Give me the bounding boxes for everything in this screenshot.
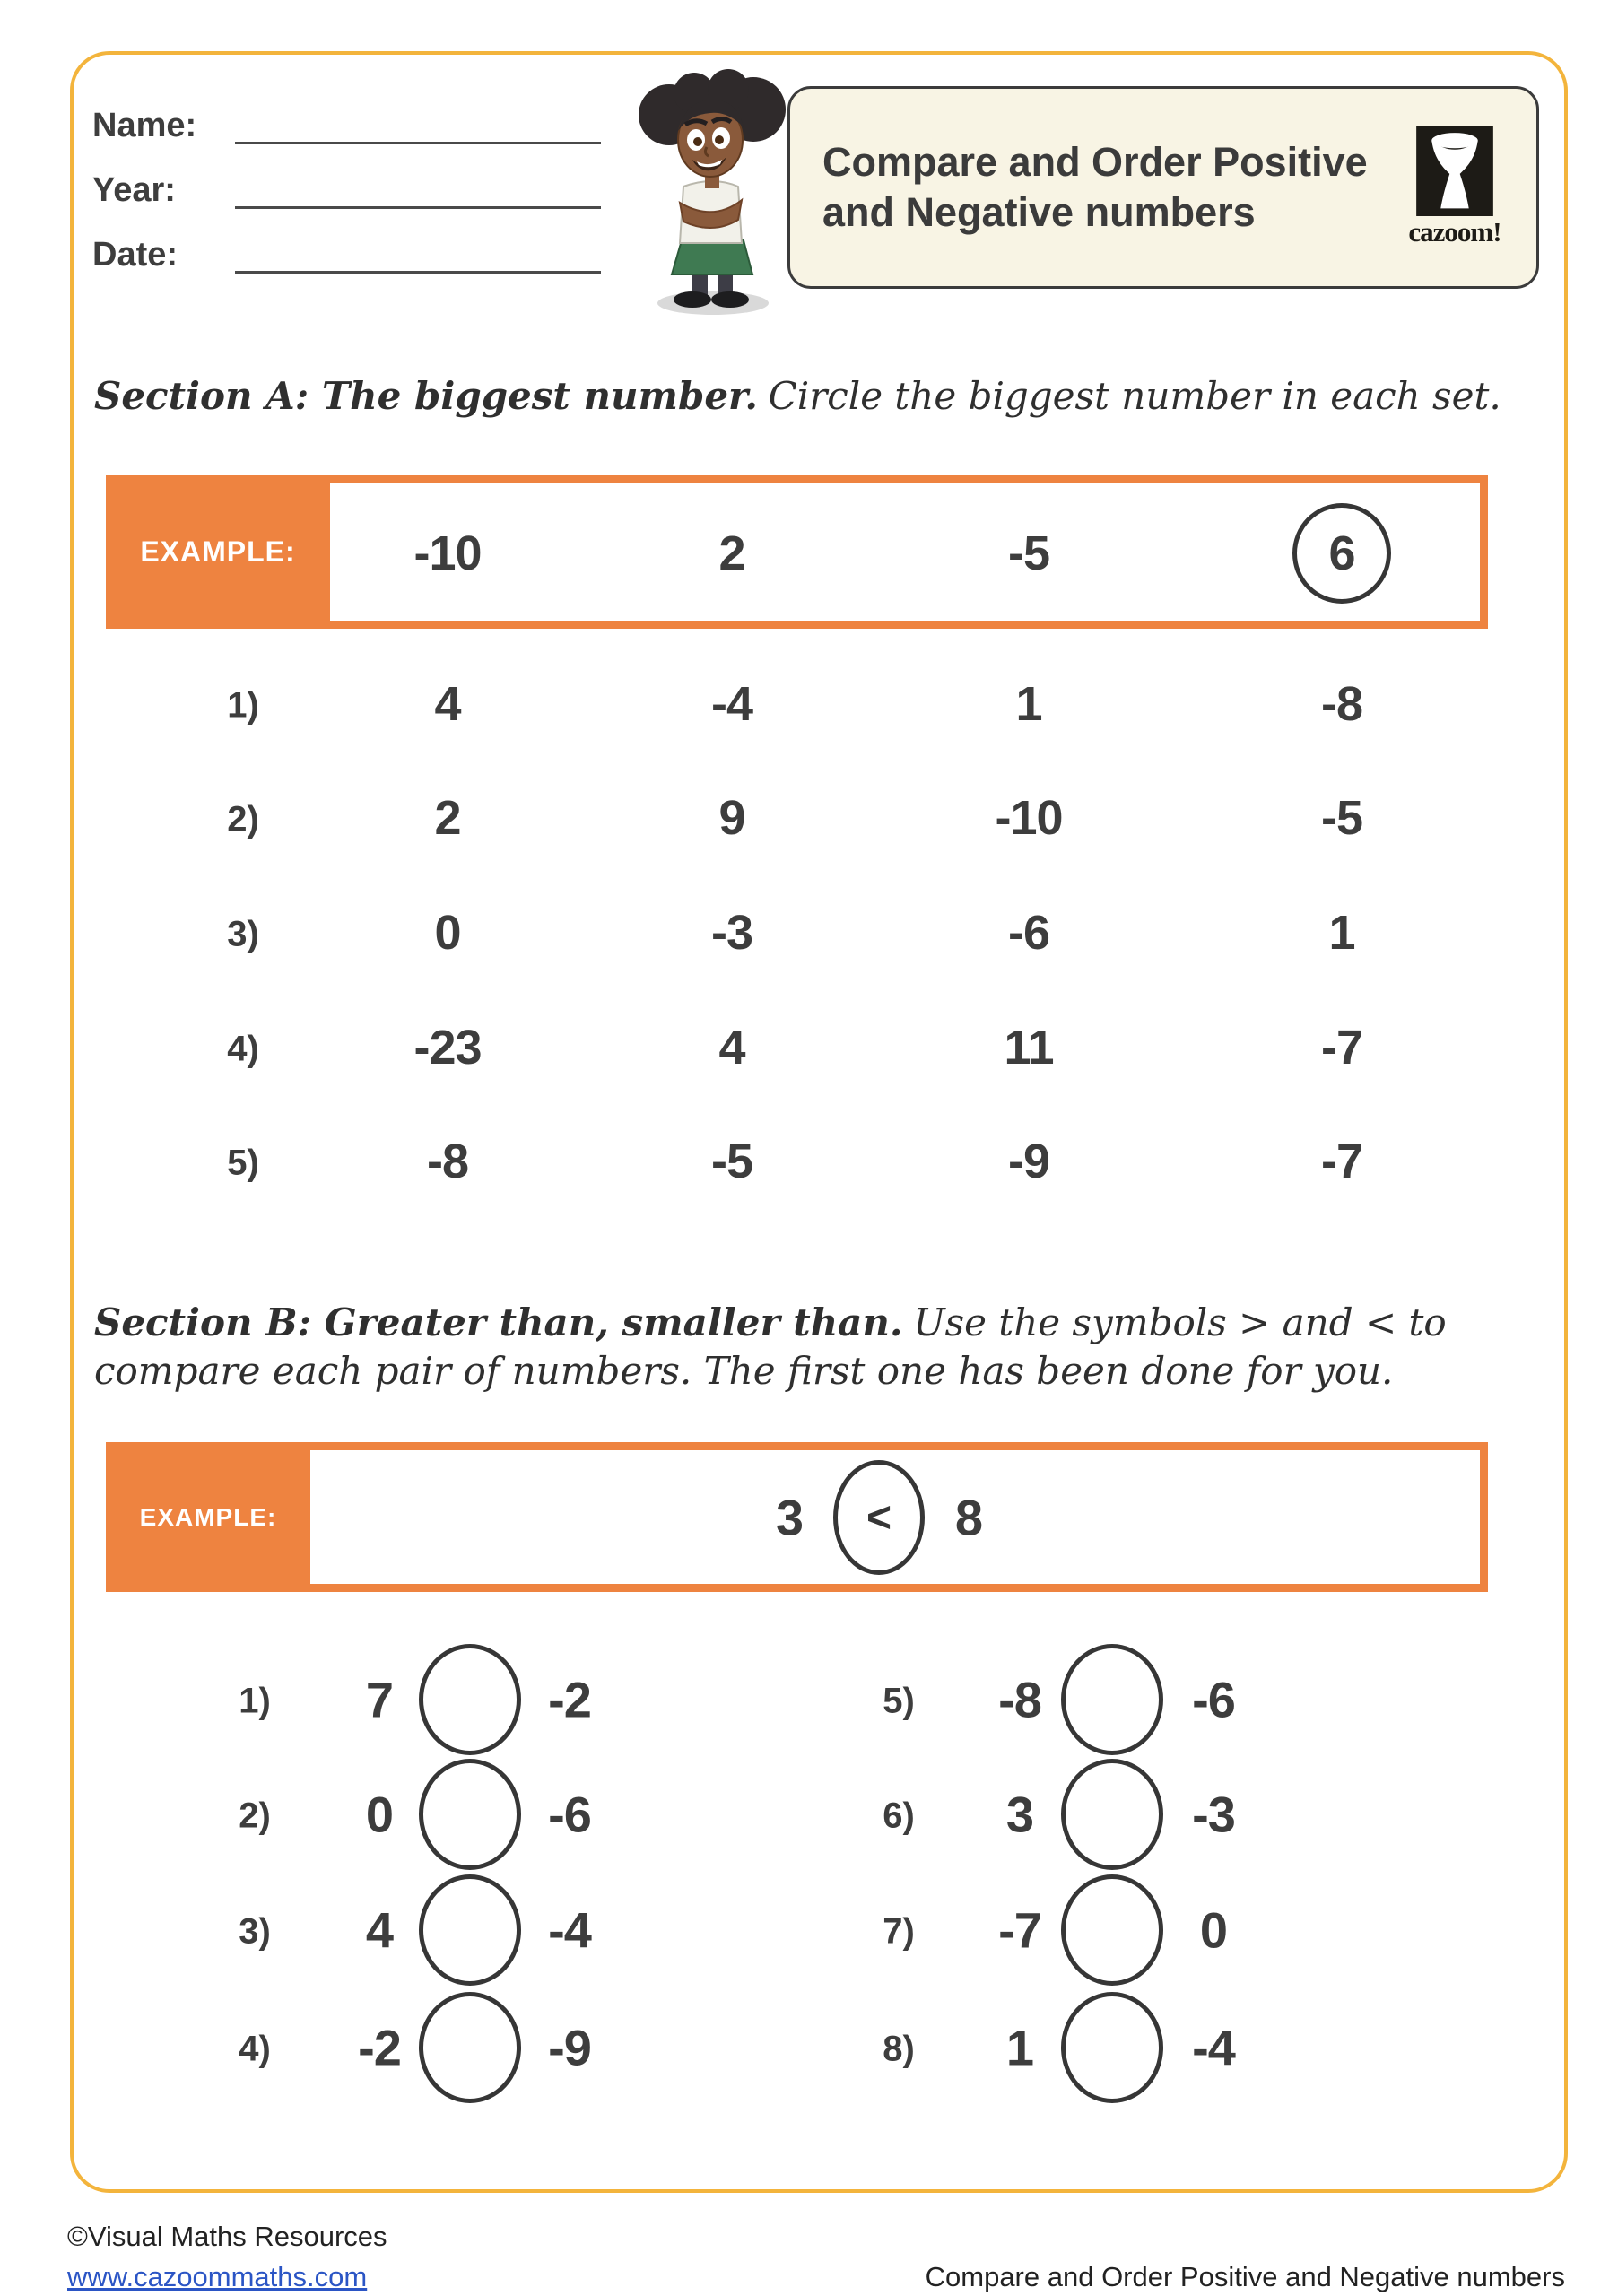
- item-1-right-number: -2: [548, 1671, 591, 1728]
- worksheet-title-line2: and Negative numbers: [822, 189, 1256, 235]
- row-4-number-4[interactable]: -7: [1320, 1021, 1363, 1074]
- item-7-right-number: 0: [1199, 1901, 1228, 1959]
- item-8-label: 8): [883, 2029, 915, 2069]
- date-label: Date:: [92, 236, 178, 274]
- row-1-number-1[interactable]: 4: [434, 677, 461, 731]
- row-2-label: 2): [227, 799, 259, 839]
- row-2-number-2[interactable]: 9: [718, 791, 745, 845]
- item-3-label: 3): [239, 1911, 271, 1952]
- year-label: Year:: [92, 171, 176, 209]
- name-label: Name:: [92, 107, 197, 144]
- item-5-left-number: -8: [998, 1671, 1041, 1728]
- section-b-heading-bold: Section B: Greater than, smaller than.: [94, 1300, 903, 1344]
- example-b-right-number: 8: [954, 1489, 983, 1546]
- row-1-number-4[interactable]: -8: [1320, 677, 1363, 731]
- row-2-number-4[interactable]: -5: [1320, 791, 1363, 845]
- section-b-example-label: EXAMPLE:: [139, 1502, 277, 1531]
- item-6-label: 6): [883, 1796, 915, 1836]
- item-2-right-number: -6: [548, 1786, 591, 1843]
- row-2-number-1[interactable]: 2: [434, 791, 461, 845]
- row-4-number-3[interactable]: 11: [1004, 1021, 1054, 1074]
- row-5-number-4[interactable]: -7: [1320, 1135, 1363, 1188]
- row-4-number-1[interactable]: -23: [413, 1021, 482, 1074]
- item-1-answer-circle[interactable]: [419, 1644, 521, 1755]
- item-7-answer-circle[interactable]: [1061, 1874, 1163, 1986]
- item-5-right-number: -6: [1192, 1671, 1235, 1728]
- row-1-number-3[interactable]: 1: [1015, 677, 1042, 731]
- item-8-answer-circle[interactable]: [1061, 1992, 1163, 2103]
- item-6-left-number: 3: [1005, 1786, 1034, 1843]
- example-b-answer-circle: [833, 1460, 925, 1575]
- footer-doc-title: Compare and Order Positive and Negative numbers: [925, 2261, 1565, 2292]
- item-6-right-number: -3: [1192, 1786, 1235, 1843]
- item-7-label: 7): [883, 1911, 915, 1952]
- item-8-right-number: -4: [1192, 2019, 1235, 2076]
- item-3-answer-circle[interactable]: [419, 1874, 521, 1986]
- section-a-heading-bold: Section A: The biggest number.: [94, 374, 758, 418]
- item-7-left-number: -7: [998, 1901, 1041, 1959]
- row-3-number-4[interactable]: 1: [1328, 906, 1355, 960]
- section-b-heading-italic: Use the symbols > and < to compare each pair of numbers. The first one has been done for you.: [94, 1300, 1447, 1393]
- date-input-line[interactable]: [235, 271, 601, 274]
- row-3-number-2[interactable]: -3: [710, 906, 753, 960]
- row-3-number-1[interactable]: 0: [434, 906, 461, 960]
- example-a-number-3: -5: [1007, 526, 1050, 580]
- section-a-heading: [94, 372, 1520, 421]
- worksheet-title-panel: [787, 86, 1539, 289]
- row-2-number-3[interactable]: -10: [995, 791, 1063, 845]
- example-a-circled-number: 6: [1328, 526, 1355, 580]
- row-4-label: 4): [227, 1029, 259, 1069]
- worksheet-title-line1: Compare and Order Positive: [822, 139, 1368, 185]
- row-1-number-2[interactable]: -4: [710, 677, 753, 731]
- section-a-example-label: EXAMPLE:: [140, 535, 296, 568]
- item-5-answer-circle[interactable]: [1061, 1644, 1163, 1755]
- item-1-left-number: 7: [365, 1671, 394, 1728]
- example-b-symbol: <: [866, 1493, 892, 1542]
- item-2-answer-circle[interactable]: [419, 1759, 521, 1870]
- footer-website-link[interactable]: www.cazoommaths.com: [67, 2261, 368, 2292]
- item-4-answer-circle[interactable]: [419, 1992, 521, 2103]
- item-3-right-number: -4: [548, 1901, 591, 1959]
- row-5-number-3[interactable]: -9: [1007, 1135, 1050, 1188]
- item-5-label: 5): [883, 1681, 915, 1721]
- section-b-heading: [94, 1299, 1525, 1396]
- cazoom-logo-text: cazoom!: [1408, 216, 1501, 248]
- item-2-left-number: 0: [365, 1786, 394, 1843]
- row-5-number-1[interactable]: -8: [426, 1135, 469, 1188]
- item-4-left-number: -2: [358, 2019, 401, 2076]
- worksheet-title: [822, 137, 1396, 238]
- example-a-answer-circle: [1292, 503, 1391, 604]
- example-b-left-number: 3: [775, 1489, 804, 1546]
- item-3-left-number: 4: [365, 1901, 394, 1959]
- row-4-number-2[interactable]: 4: [718, 1021, 745, 1074]
- drum-icon: [1416, 126, 1493, 216]
- mascot-girl-illustration: [628, 65, 798, 320]
- footer-copyright: ©Visual Maths Resources: [67, 2221, 387, 2252]
- item-2-label: 2): [239, 1796, 271, 1836]
- year-input-line[interactable]: [235, 206, 601, 209]
- item-1-label: 1): [239, 1681, 271, 1721]
- row-3-label: 3): [227, 914, 259, 954]
- name-input-line[interactable]: [235, 142, 601, 144]
- row-5-number-2[interactable]: -5: [710, 1135, 753, 1188]
- item-8-left-number: 1: [1005, 2019, 1034, 2076]
- item-4-right-number: -9: [548, 2019, 591, 2076]
- example-a-number-1: -10: [413, 526, 482, 580]
- row-1-label: 1): [227, 685, 259, 726]
- item-4-label: 4): [239, 2029, 271, 2069]
- section-a-example-box: [106, 475, 1488, 629]
- section-a-heading-italic: Circle the biggest number in each set.: [768, 374, 1501, 418]
- cazoom-logo: [1396, 126, 1513, 248]
- item-6-answer-circle[interactable]: [1061, 1759, 1163, 1870]
- row-3-number-3[interactable]: -6: [1007, 906, 1050, 960]
- row-5-label: 5): [227, 1143, 259, 1183]
- example-a-number-2: 2: [718, 526, 745, 580]
